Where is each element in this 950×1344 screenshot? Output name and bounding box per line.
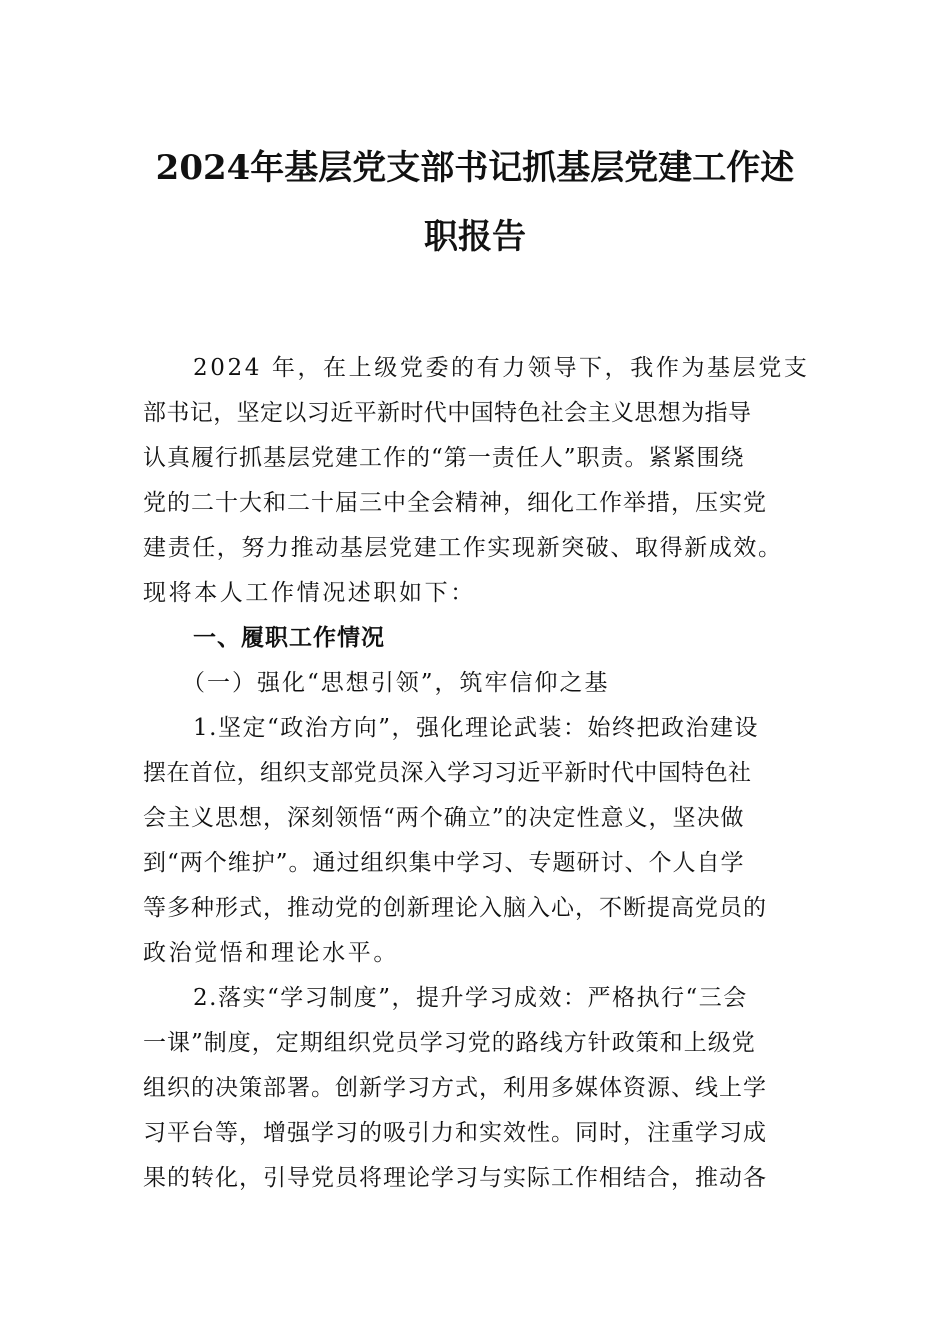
subsection-heading: （一）强化“思想引领”，筑牢信仰之基 bbox=[182, 670, 610, 696]
paragraph-line: 1.坚定“政治方向”，强化理论武装：始终把政治建设 bbox=[193, 715, 759, 741]
document-title-line-1: 2024年基层党支部书记抓基层党建工作述 bbox=[155, 148, 795, 188]
paragraph-line: 党的二十大和二十届三中全会精神，细化工作举措，压实党 bbox=[143, 490, 767, 516]
paragraph-line: 2024 年，在上级党委的有力领导下，我作为基层党支 bbox=[193, 355, 810, 381]
paragraph-line: 2.落实“学习制度”，提升学习成效：严格执行“三会 bbox=[193, 985, 748, 1011]
paragraph-line: 认真履行抓基层党建工作的“第一责任人”职责。紧紧围绕 bbox=[143, 445, 745, 471]
paragraph-line: 现将本人工作情况述职如下： bbox=[143, 580, 476, 606]
paragraph-line: 习平台等，增强学习的吸引力和实效性。同时，注重学习成 bbox=[143, 1120, 767, 1146]
paragraph-line: 会主义思想，深刻领悟“两个确立”的决定性意义，坚决做 bbox=[143, 805, 745, 831]
paragraph-line: 组织的决策部署。创新学习方式，利用多媒体资源、线上学 bbox=[143, 1075, 767, 1101]
paragraph-line: 摆在首位，组织支部党员深入学习习近平新时代中国特色社 bbox=[143, 760, 752, 786]
paragraph-line: 政治觉悟和理论水平。 bbox=[143, 940, 399, 966]
paragraph-line: 等多种形式，推动党的创新理论入脑入心，不断提高党员的 bbox=[143, 895, 767, 921]
section-heading: 一、履职工作情况 bbox=[193, 625, 385, 651]
paragraph-line: 果的转化，引导党员将理论学习与实际工作相结合，推动各 bbox=[143, 1165, 767, 1191]
paragraph-line: 部书记，坚定以习近平新时代中国特色社会主义思想为指导 bbox=[143, 400, 752, 426]
document-title-line-2: 职报告 bbox=[424, 217, 526, 257]
paragraph-line: 建责任，努力推动基层党建工作实现新突破、取得新成效。 bbox=[143, 535, 783, 561]
paragraph-line: 到“两个维护”。通过组织集中学习、专题研讨、个人自学 bbox=[143, 850, 745, 876]
paragraph-line: 一课”制度，定期组织党员学习党的路线方针政策和上级党 bbox=[143, 1030, 756, 1056]
